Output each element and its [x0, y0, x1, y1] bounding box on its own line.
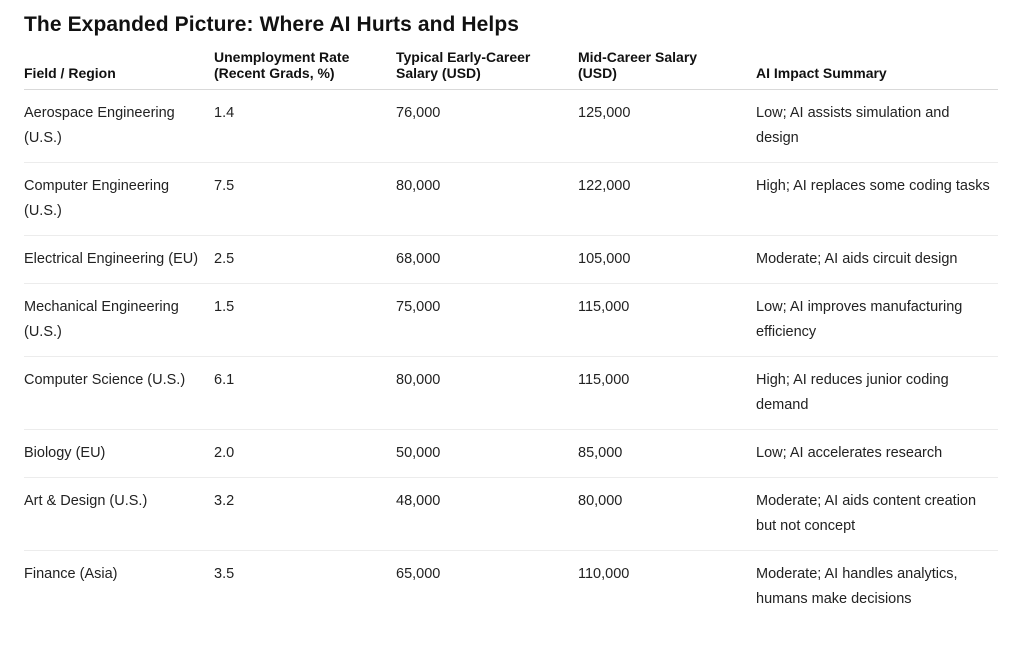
table-row [24, 236, 998, 284]
cell-early-career-salary: 76,000 [396, 90, 578, 163]
cell-unemployment-rate: 3.2 [214, 478, 396, 551]
header-early-career-salary: Typical Early-Career Salary (USD) [396, 49, 578, 90]
cell-unemployment-rate: 1.4 [214, 90, 396, 163]
table-row [24, 284, 998, 357]
cell-mid-career-salary: 105,000 [578, 236, 756, 284]
table-row [24, 430, 998, 478]
cell-unemployment-rate: 3.5 [214, 566, 235, 582]
cell-field-region: Computer Engineering (U.S.) [24, 163, 214, 236]
header-mid-career-salary: Mid-Career Salary (USD) [578, 49, 756, 90]
cell-early-career-salary: 80,000 [396, 357, 578, 430]
table-row [24, 478, 998, 551]
cell-mid-career-salary: 125,000 [578, 90, 756, 163]
cell-field-region: Biology (EU) [24, 430, 214, 478]
cell-ai-impact-summary: Moderate; AI handles analytics, humans make decisions [756, 566, 958, 607]
header-ai-impact-summary: AI Impact Summary [756, 49, 998, 90]
cell-mid-career-salary: 115,000 [578, 284, 756, 357]
cell-unemployment-rate: 2.0 [214, 430, 396, 478]
cell-early-career-salary: 50,000 [396, 430, 578, 478]
cell-mid-career-salary: 85,000 [578, 430, 756, 478]
cell-mid-career-salary: 80,000 [578, 478, 756, 551]
table-row [24, 357, 998, 430]
cell-early-career-salary: 75,000 [396, 284, 578, 357]
cell-mid-career-salary: 110,000 [578, 566, 630, 582]
cell-ai-impact-summary: Low; AI improves manufacturing efficiency [756, 284, 998, 357]
table-row [24, 551, 998, 624]
cell-ai-impact-summary: High; AI reduces junior coding demand [756, 357, 998, 430]
header-field-region: Field / Region [24, 49, 214, 90]
cell-early-career-salary: 68,000 [396, 236, 578, 284]
cell-ai-impact-summary: Low; AI accelerates research [756, 430, 998, 478]
cell-unemployment-rate: 2.5 [214, 236, 396, 284]
cell-ai-impact-summary: Low; AI assists simulation and design [756, 90, 998, 163]
cell-unemployment-rate: 7.5 [214, 163, 396, 236]
cell-ai-impact-summary: High; AI replaces some coding tasks [756, 163, 998, 236]
page-title: The Expanded Picture: Where AI Hurts and Helps [24, 13, 520, 36]
cell-field-region: Mechanical Engineering (U.S.) [24, 284, 214, 357]
cell-field-region: Art & Design (U.S.) [24, 478, 214, 551]
cell-field-region: Finance (Asia) [24, 566, 118, 582]
table-header-row [24, 49, 998, 90]
table-row [24, 90, 998, 163]
cell-unemployment-rate: 6.1 [214, 357, 396, 430]
cell-early-career-salary: 48,000 [396, 478, 578, 551]
cell-field-region: Electrical Engineering (EU) [24, 236, 214, 284]
cell-mid-career-salary: 115,000 [578, 357, 756, 430]
header-unemployment-rate: Unemployment Rate (Recent Grads, %) [214, 49, 396, 90]
cell-ai-impact-summary: Moderate; AI aids circuit design [756, 236, 998, 284]
data-table [24, 49, 998, 623]
cell-field-region: Aerospace Engineering (U.S.) [24, 90, 214, 163]
cell-early-career-salary: 80,000 [396, 163, 578, 236]
cell-field-region: Computer Science (U.S.) [24, 357, 214, 430]
cell-ai-impact-summary: Moderate; AI aids content creation but not concept [756, 478, 998, 551]
cell-early-career-salary: 65,000 [396, 566, 441, 582]
cell-unemployment-rate: 1.5 [214, 284, 396, 357]
cell-mid-career-salary: 122,000 [578, 163, 756, 236]
table-row [24, 163, 998, 236]
